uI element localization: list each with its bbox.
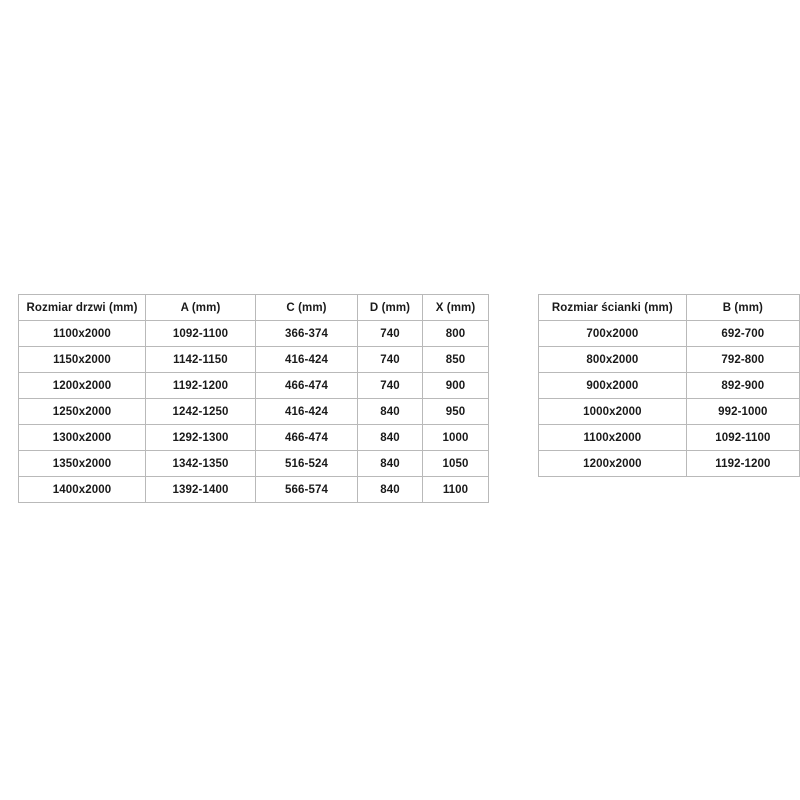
table-row	[539, 399, 800, 425]
table-row	[19, 477, 489, 503]
table-row	[539, 347, 800, 373]
column-header: Rozmiar ścianki (mm)	[539, 295, 687, 321]
table-cell: 840	[358, 399, 423, 425]
table-cell: 840	[358, 451, 423, 477]
table-cell: 1100x2000	[539, 425, 687, 451]
table-cell: 740	[358, 347, 423, 373]
table-cell: 740	[358, 321, 423, 347]
column-header: X (mm)	[423, 295, 489, 321]
table-cell: 466-474	[256, 425, 358, 451]
table-cell: 900x2000	[539, 373, 687, 399]
table-cell: 1100	[423, 477, 489, 503]
table-row	[19, 451, 489, 477]
table-cell: 840	[358, 425, 423, 451]
table-cell: 900	[423, 373, 489, 399]
table-row	[539, 425, 800, 451]
table-cell: 1192-1200	[146, 373, 256, 399]
table-cell: 1150x2000	[19, 347, 146, 373]
table-cell: 1050	[423, 451, 489, 477]
table-cell: 740	[358, 373, 423, 399]
table-cell: 992-1000	[686, 399, 799, 425]
column-header: Rozmiar drzwi (mm)	[19, 295, 146, 321]
table-cell: 1092-1100	[146, 321, 256, 347]
table-cell: 566-574	[256, 477, 358, 503]
table-cell: 840	[358, 477, 423, 503]
table-cell: 1300x2000	[19, 425, 146, 451]
table-cell: 800	[423, 321, 489, 347]
table-cell: 892-900	[686, 373, 799, 399]
table-cell: 416-424	[256, 399, 358, 425]
table-cell: 1092-1100	[686, 425, 799, 451]
table-cell: 1200x2000	[539, 451, 687, 477]
table-cell: 1350x2000	[19, 451, 146, 477]
column-header: D (mm)	[358, 295, 423, 321]
table-cell: 1392-1400	[146, 477, 256, 503]
table-cell: 1342-1350	[146, 451, 256, 477]
table-cell: 700x2000	[539, 321, 687, 347]
table-row	[19, 321, 489, 347]
table-cell: 1292-1300	[146, 425, 256, 451]
column-header: C (mm)	[256, 295, 358, 321]
doors-dimensions-table	[18, 294, 489, 503]
table-cell: 466-474	[256, 373, 358, 399]
table-row	[539, 373, 800, 399]
table-row	[539, 321, 800, 347]
table-row	[19, 425, 489, 451]
table-row	[19, 347, 489, 373]
table-cell: 366-374	[256, 321, 358, 347]
table-cell: 1250x2000	[19, 399, 146, 425]
table-cell: 1400x2000	[19, 477, 146, 503]
table-cell: 1100x2000	[19, 321, 146, 347]
table-cell: 416-424	[256, 347, 358, 373]
table-cell: 516-524	[256, 451, 358, 477]
table-header-row	[539, 295, 800, 321]
table-cell: 950	[423, 399, 489, 425]
table-row	[539, 451, 800, 477]
table-header-row	[19, 295, 489, 321]
table-cell: 850	[423, 347, 489, 373]
table-cell: 800x2000	[539, 347, 687, 373]
column-header: A (mm)	[146, 295, 256, 321]
table-cell: 1000	[423, 425, 489, 451]
table-cell: 1000x2000	[539, 399, 687, 425]
table-cell: 792-800	[686, 347, 799, 373]
table-cell: 1200x2000	[19, 373, 146, 399]
table-cell: 1142-1150	[146, 347, 256, 373]
column-header: B (mm)	[686, 295, 799, 321]
table-cell: 1192-1200	[686, 451, 799, 477]
wall-dimensions-table	[538, 294, 800, 477]
table-cell: 692-700	[686, 321, 799, 347]
table-cell: 1242-1250	[146, 399, 256, 425]
table-row	[19, 373, 489, 399]
table-row	[19, 399, 489, 425]
